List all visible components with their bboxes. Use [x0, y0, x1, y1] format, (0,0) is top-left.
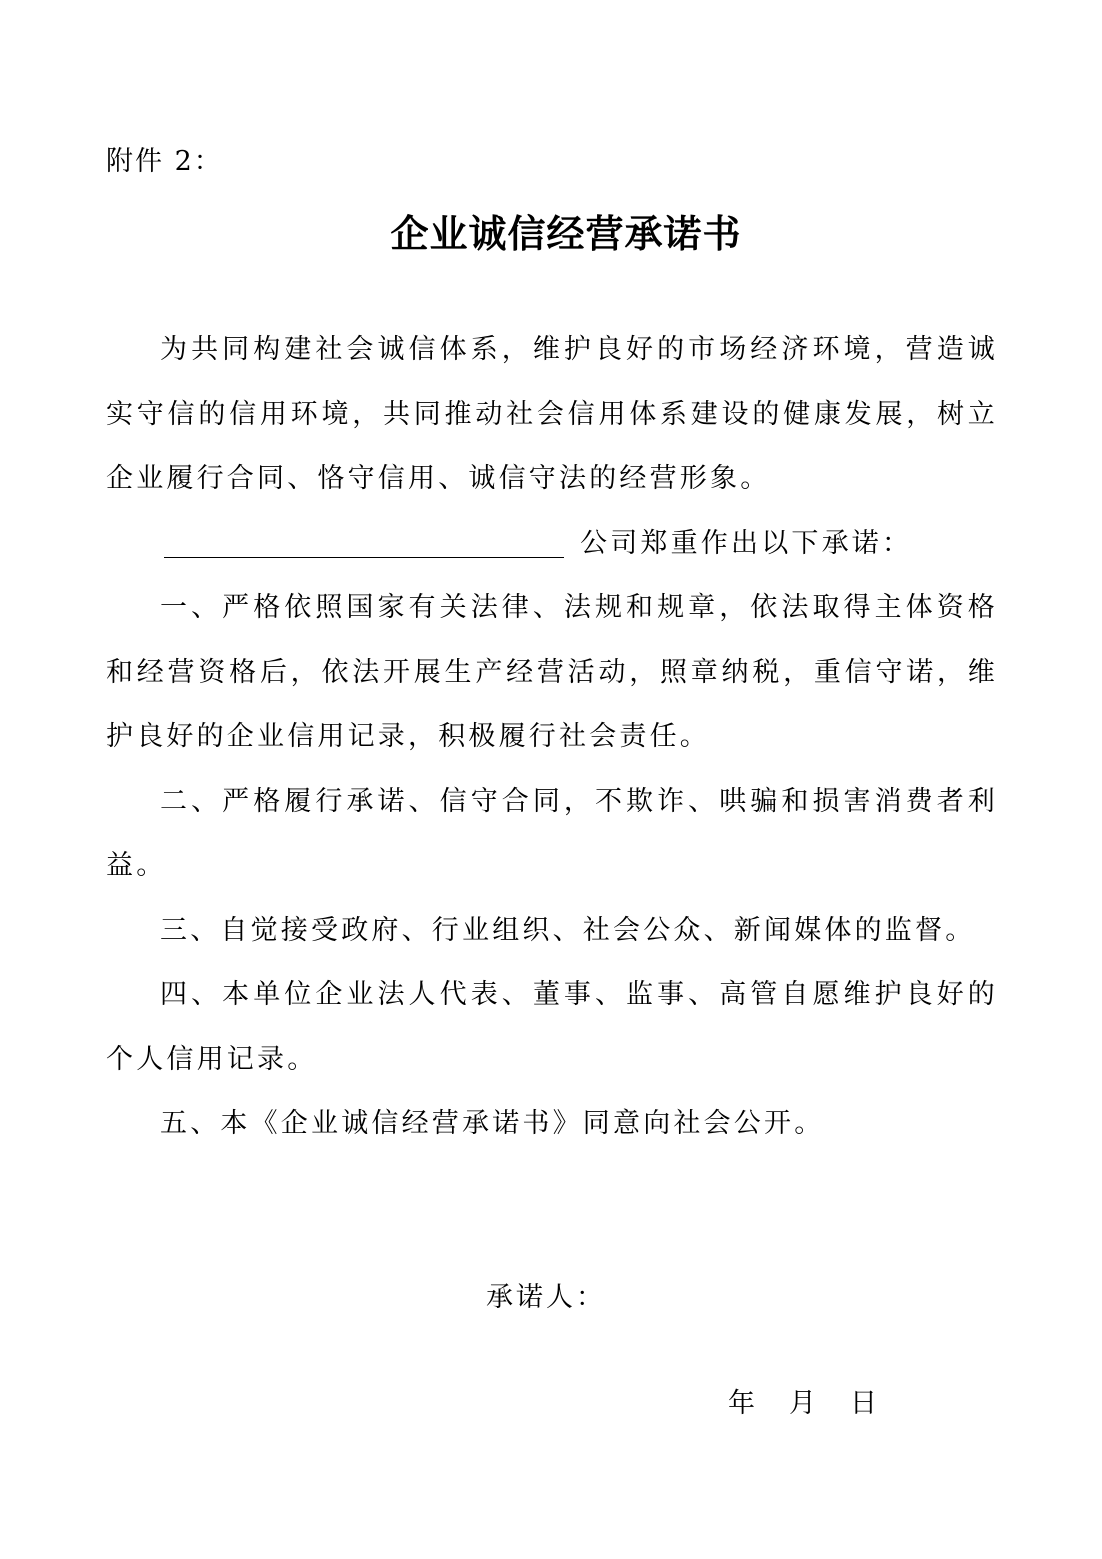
signer-label: 承诺人：	[486, 1282, 606, 1313]
pledge-intro-line	[106, 512, 998, 577]
signature-date	[728, 1384, 877, 1424]
document-title: 企业诚信经营承诺书	[390, 211, 742, 256]
pledge-item-4: 四、本单位企业法人代表、董事、监事、高管自愿维护良好的个人信用记录。	[106, 979, 998, 1075]
date-year: 年	[728, 1388, 755, 1419]
attachment-label: 附件 2：	[106, 146, 223, 177]
company-name-blank[interactable]	[164, 527, 564, 558]
pledge-item-2: 二、严格履行承诺、信守合同，不欺诈、哄骗和损害消费者利益。	[106, 785, 998, 881]
date-day: 日	[850, 1388, 877, 1419]
pledge-item-3: 三、自觉接受政府、行业组织、社会公众、新闻媒体的监督。	[160, 914, 976, 946]
pledge-intro-text: 公司郑重作出以下承诺：	[580, 527, 913, 559]
document-body	[106, 318, 998, 1157]
pledge-item-1: 一、严格依照国家有关法律、法规和规章，依法取得主体资格和经营资格后，依法开展生产经营活动，照章纳税，重信守诺，维护良好的企业信用记录，积极履行社会责任。	[106, 592, 998, 752]
pledge-item-5: 五、本《企业诚信经营承诺书》同意向社会公开。	[160, 1108, 825, 1139]
intro-paragraph: 为共同构建社会诚信体系，维护良好的市场经济环境，营造诚实守信的信用环境，共同推动社会信用体系建设的健康发展，树立企业履行合同、恪守信用、诚信守法的经营形象。	[106, 334, 998, 494]
date-month: 月	[789, 1388, 816, 1419]
